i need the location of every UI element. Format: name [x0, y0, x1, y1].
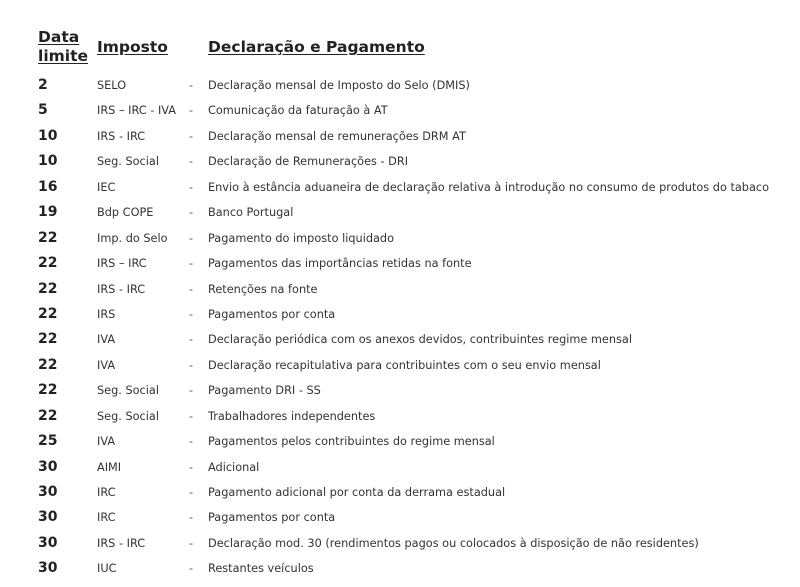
separator-dash: -: [189, 129, 194, 143]
description: Pagamentos das importâncias retidas na fonte: [208, 257, 472, 271]
table-row: [38, 201, 788, 226]
description: Trabalhadores independentes: [208, 409, 376, 423]
header-date: Data limite: [38, 28, 89, 65]
tax-name: IVA: [97, 435, 116, 449]
tax-name: IRC: [97, 486, 116, 499]
separator-dash: -: [189, 282, 194, 296]
tax-name: Imp. do Selo: [97, 231, 168, 245]
separator-dash: -: [189, 435, 194, 449]
deadline-date: 30: [38, 458, 58, 475]
separator-dash: -: [189, 409, 194, 423]
table-row: [38, 99, 788, 124]
tax-name: IRS – IRC - IVA: [97, 104, 177, 118]
deadline-date: 22: [38, 331, 58, 348]
table-row: [38, 430, 788, 455]
description: Declaração mensal de remunerações DRM AT: [208, 129, 466, 143]
separator-dash: -: [189, 155, 194, 169]
table-row: [38, 74, 788, 99]
deadline-date: 30: [38, 534, 58, 551]
table-row: [38, 481, 788, 506]
description: Pagamentos pelos contribuintes do regime mensal: [208, 435, 495, 449]
description: Pagamentos por conta: [208, 307, 336, 321]
separator-dash: -: [189, 104, 194, 118]
deadline-date: 5: [38, 102, 48, 119]
tax-name: SELO: [97, 79, 127, 92]
description: Declaração recapitulativa para contribuintes com o seu envio mensal: [208, 358, 601, 372]
deadline-date: 10: [38, 127, 58, 144]
tax-name: IUC: [97, 562, 117, 576]
separator-dash: -: [189, 231, 194, 245]
separator-dash: -: [189, 511, 194, 525]
description: Adicional: [208, 460, 260, 474]
description: Pagamento adicional por conta da derrama estadual: [208, 486, 506, 499]
deadline-date: 2: [38, 77, 48, 93]
deadline-date: 30: [38, 484, 58, 500]
description: Pagamento do imposto liquidado: [208, 231, 395, 245]
deadline-date: 22: [38, 305, 58, 322]
deadline-date: 22: [38, 255, 58, 272]
description: Envio à estância aduaneira de declaração relativa à introdução no consumo de produtos do tabaco: [208, 180, 770, 194]
table-row: [38, 176, 788, 201]
separator-dash: -: [189, 79, 194, 92]
tax-name: IRC: [97, 511, 116, 525]
description: Retenções na fonte: [208, 282, 318, 296]
table-row: [38, 532, 788, 557]
tax-name: IRS: [97, 307, 116, 321]
tax-name: Seg. Social: [97, 155, 159, 169]
description: Declaração periódica com os anexos devidos, contribuintes regime mensal: [208, 333, 632, 347]
description: Pagamentos por conta: [208, 511, 336, 525]
deadline-date: 22: [38, 382, 58, 399]
table-row: [38, 456, 788, 481]
separator-dash: -: [189, 562, 194, 576]
table-row: [38, 354, 788, 379]
separator-dash: -: [189, 257, 194, 271]
deadline-date: 10: [38, 153, 58, 170]
description: Banco Portugal: [208, 206, 294, 220]
separator-dash: -: [189, 180, 194, 194]
separator-dash: -: [189, 460, 194, 474]
separator-dash: -: [189, 486, 194, 499]
description: Declaração de Remunerações - DRI: [208, 155, 409, 169]
tax-name: IRS - IRC: [97, 282, 146, 296]
table-row: [38, 557, 788, 582]
description: Declaração mensal de Imposto do Selo (DMIS): [208, 79, 470, 92]
table-row: [38, 150, 788, 175]
separator-dash: -: [189, 206, 194, 220]
description: Restantes veículos: [208, 562, 314, 576]
table-header: [38, 28, 778, 72]
tax-name: AIMI: [97, 460, 122, 474]
table-row: [38, 405, 788, 430]
header-declaration: Declaração e Pagamento: [208, 38, 425, 56]
deadline-date: 22: [38, 280, 58, 297]
table-row: [38, 328, 788, 353]
deadline-date: 16: [38, 178, 58, 195]
tax-name: IRS – IRC: [97, 257, 147, 271]
deadline-date: 22: [38, 407, 58, 424]
tax-name: IVA: [97, 333, 116, 347]
description: Pagamento DRI - SS: [208, 384, 321, 398]
table-row: [38, 252, 788, 277]
table-row: [38, 227, 788, 252]
table-row: [38, 278, 788, 303]
tax-name: IEC: [97, 180, 116, 194]
tax-name: IRS - IRC: [97, 536, 146, 550]
deadline-date: 22: [38, 229, 58, 246]
deadline-date: 19: [38, 204, 58, 221]
header-tax: Imposto: [97, 38, 168, 56]
table-row: [38, 303, 788, 328]
separator-dash: -: [189, 384, 194, 398]
deadline-date: 30: [38, 560, 58, 577]
tax-name: IRS - IRC: [97, 129, 146, 143]
deadline-date: 25: [38, 433, 58, 450]
separator-dash: -: [189, 536, 194, 550]
description: Declaração mod. 30 (rendimentos pagos ou colocados à disposição de não residentes): [208, 536, 699, 550]
table-row: [38, 125, 788, 150]
tax-name: Seg. Social: [97, 409, 159, 423]
description: Comunicação da faturação à AT: [208, 104, 388, 118]
tax-name: Bdp COPE: [97, 206, 154, 220]
deadline-date: 22: [38, 356, 58, 373]
deadline-list: [38, 74, 788, 583]
table-row: [38, 506, 788, 531]
tax-name: IVA: [97, 358, 116, 372]
tax-name: Seg. Social: [97, 384, 159, 398]
separator-dash: -: [189, 358, 194, 372]
separator-dash: -: [189, 307, 194, 321]
table-row: [38, 379, 788, 404]
deadline-date: 30: [38, 509, 58, 526]
separator-dash: -: [189, 333, 194, 347]
